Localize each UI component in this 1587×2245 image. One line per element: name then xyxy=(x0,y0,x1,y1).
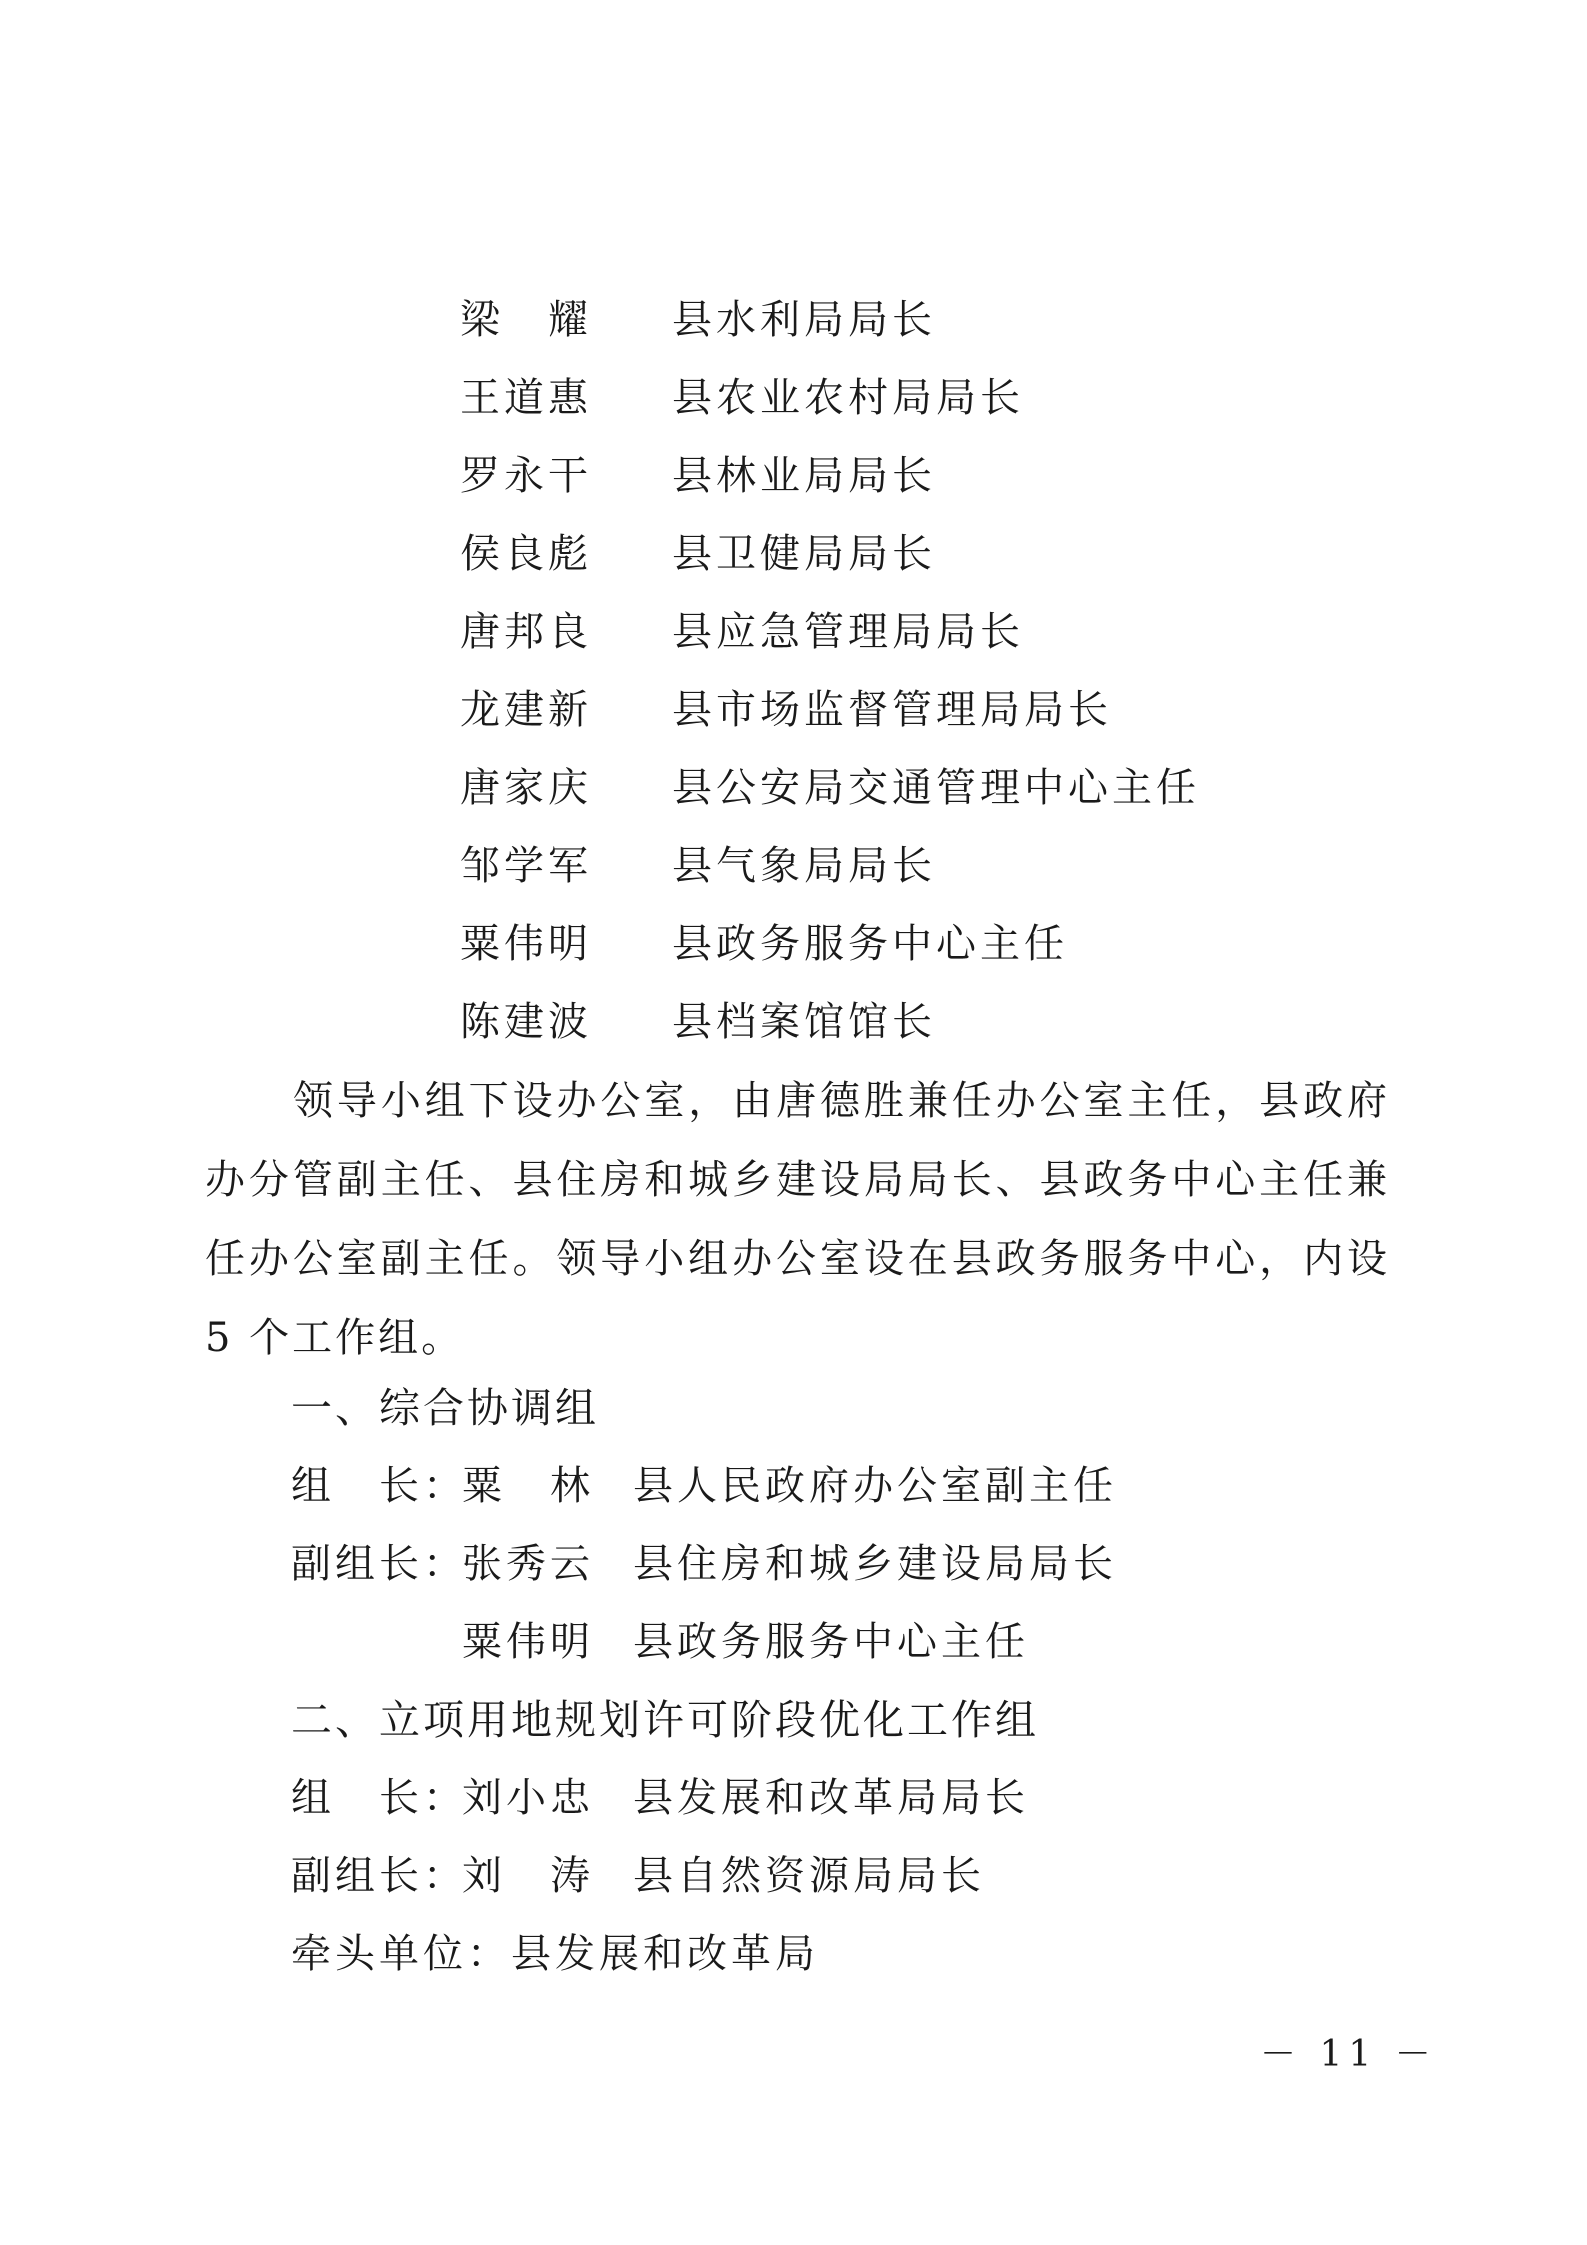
leader-label: 组 长： xyxy=(291,1463,467,1509)
deputy-title: 县自然资源局局长 xyxy=(633,1853,985,1899)
member-title: 县卫健局局长 xyxy=(672,531,936,577)
member-title: 县水利局局长 xyxy=(672,297,936,343)
member-name: 侯良彪 xyxy=(460,531,592,577)
member-name: 王道惠 xyxy=(460,375,592,421)
leader-title: 县发展和改革局局长 xyxy=(633,1775,1029,1821)
member-name: 罗永干 xyxy=(460,453,592,499)
member-name: 唐邦良 xyxy=(460,609,592,655)
member-title: 县农业农村局局长 xyxy=(672,375,1024,421)
member-title: 县政务服务中心主任 xyxy=(672,921,1068,967)
member-name: 邹学军 xyxy=(460,843,592,889)
member-title: 县林业局局长 xyxy=(672,453,936,499)
deputy-title: 县政务服务中心主任 xyxy=(633,1619,1029,1665)
deputy-label: 副组长： xyxy=(291,1541,467,1587)
leader-name: 粟 林 xyxy=(462,1463,594,1509)
office-paragraph: 领导小组下设办公室，由唐德胜兼任办公室主任，县政府办分管副主任、县住房和城乡建设局局长、县政务中心主任兼任办公室副主任。领导小组办公室设在县政务服务中心，内设 5 个工作组。 xyxy=(205,1078,1390,1361)
leader-label: 组 长： xyxy=(291,1775,467,1821)
member-name: 龙建新 xyxy=(460,687,592,733)
member-title: 县公安局交通管理中心主任 xyxy=(672,765,1200,811)
deputy-name: 刘 涛 xyxy=(462,1853,594,1899)
member-title: 县气象局局长 xyxy=(672,843,936,889)
lead-unit: 牵头单位：县发展和改革局 xyxy=(291,1931,819,1977)
member-name: 陈建波 xyxy=(460,999,592,1045)
member-title: 县应急管理局局长 xyxy=(672,609,1024,655)
leader-name: 刘小忠 xyxy=(462,1775,594,1821)
deputy-name: 粟伟明 xyxy=(462,1619,594,1665)
deputy-title: 县住房和城乡建设局局长 xyxy=(633,1541,1117,1587)
member-name: 唐家庆 xyxy=(460,765,592,811)
member-name: 梁 耀 xyxy=(460,297,592,343)
group1-heading: 一、综合协调组 xyxy=(291,1384,599,1432)
member-name: 粟伟明 xyxy=(460,921,592,967)
page-number: － 11 － xyxy=(1260,2034,1437,2075)
leader-title: 县人民政府办公室副主任 xyxy=(633,1463,1117,1509)
member-title: 县市场监督管理局局长 xyxy=(672,687,1112,733)
member-title: 县档案馆馆长 xyxy=(672,999,936,1045)
group2-heading: 二、立项用地规划许可阶段优化工作组 xyxy=(291,1696,1039,1744)
deputy-label: 副组长： xyxy=(291,1853,467,1899)
deputy-name: 张秀云 xyxy=(462,1541,594,1587)
